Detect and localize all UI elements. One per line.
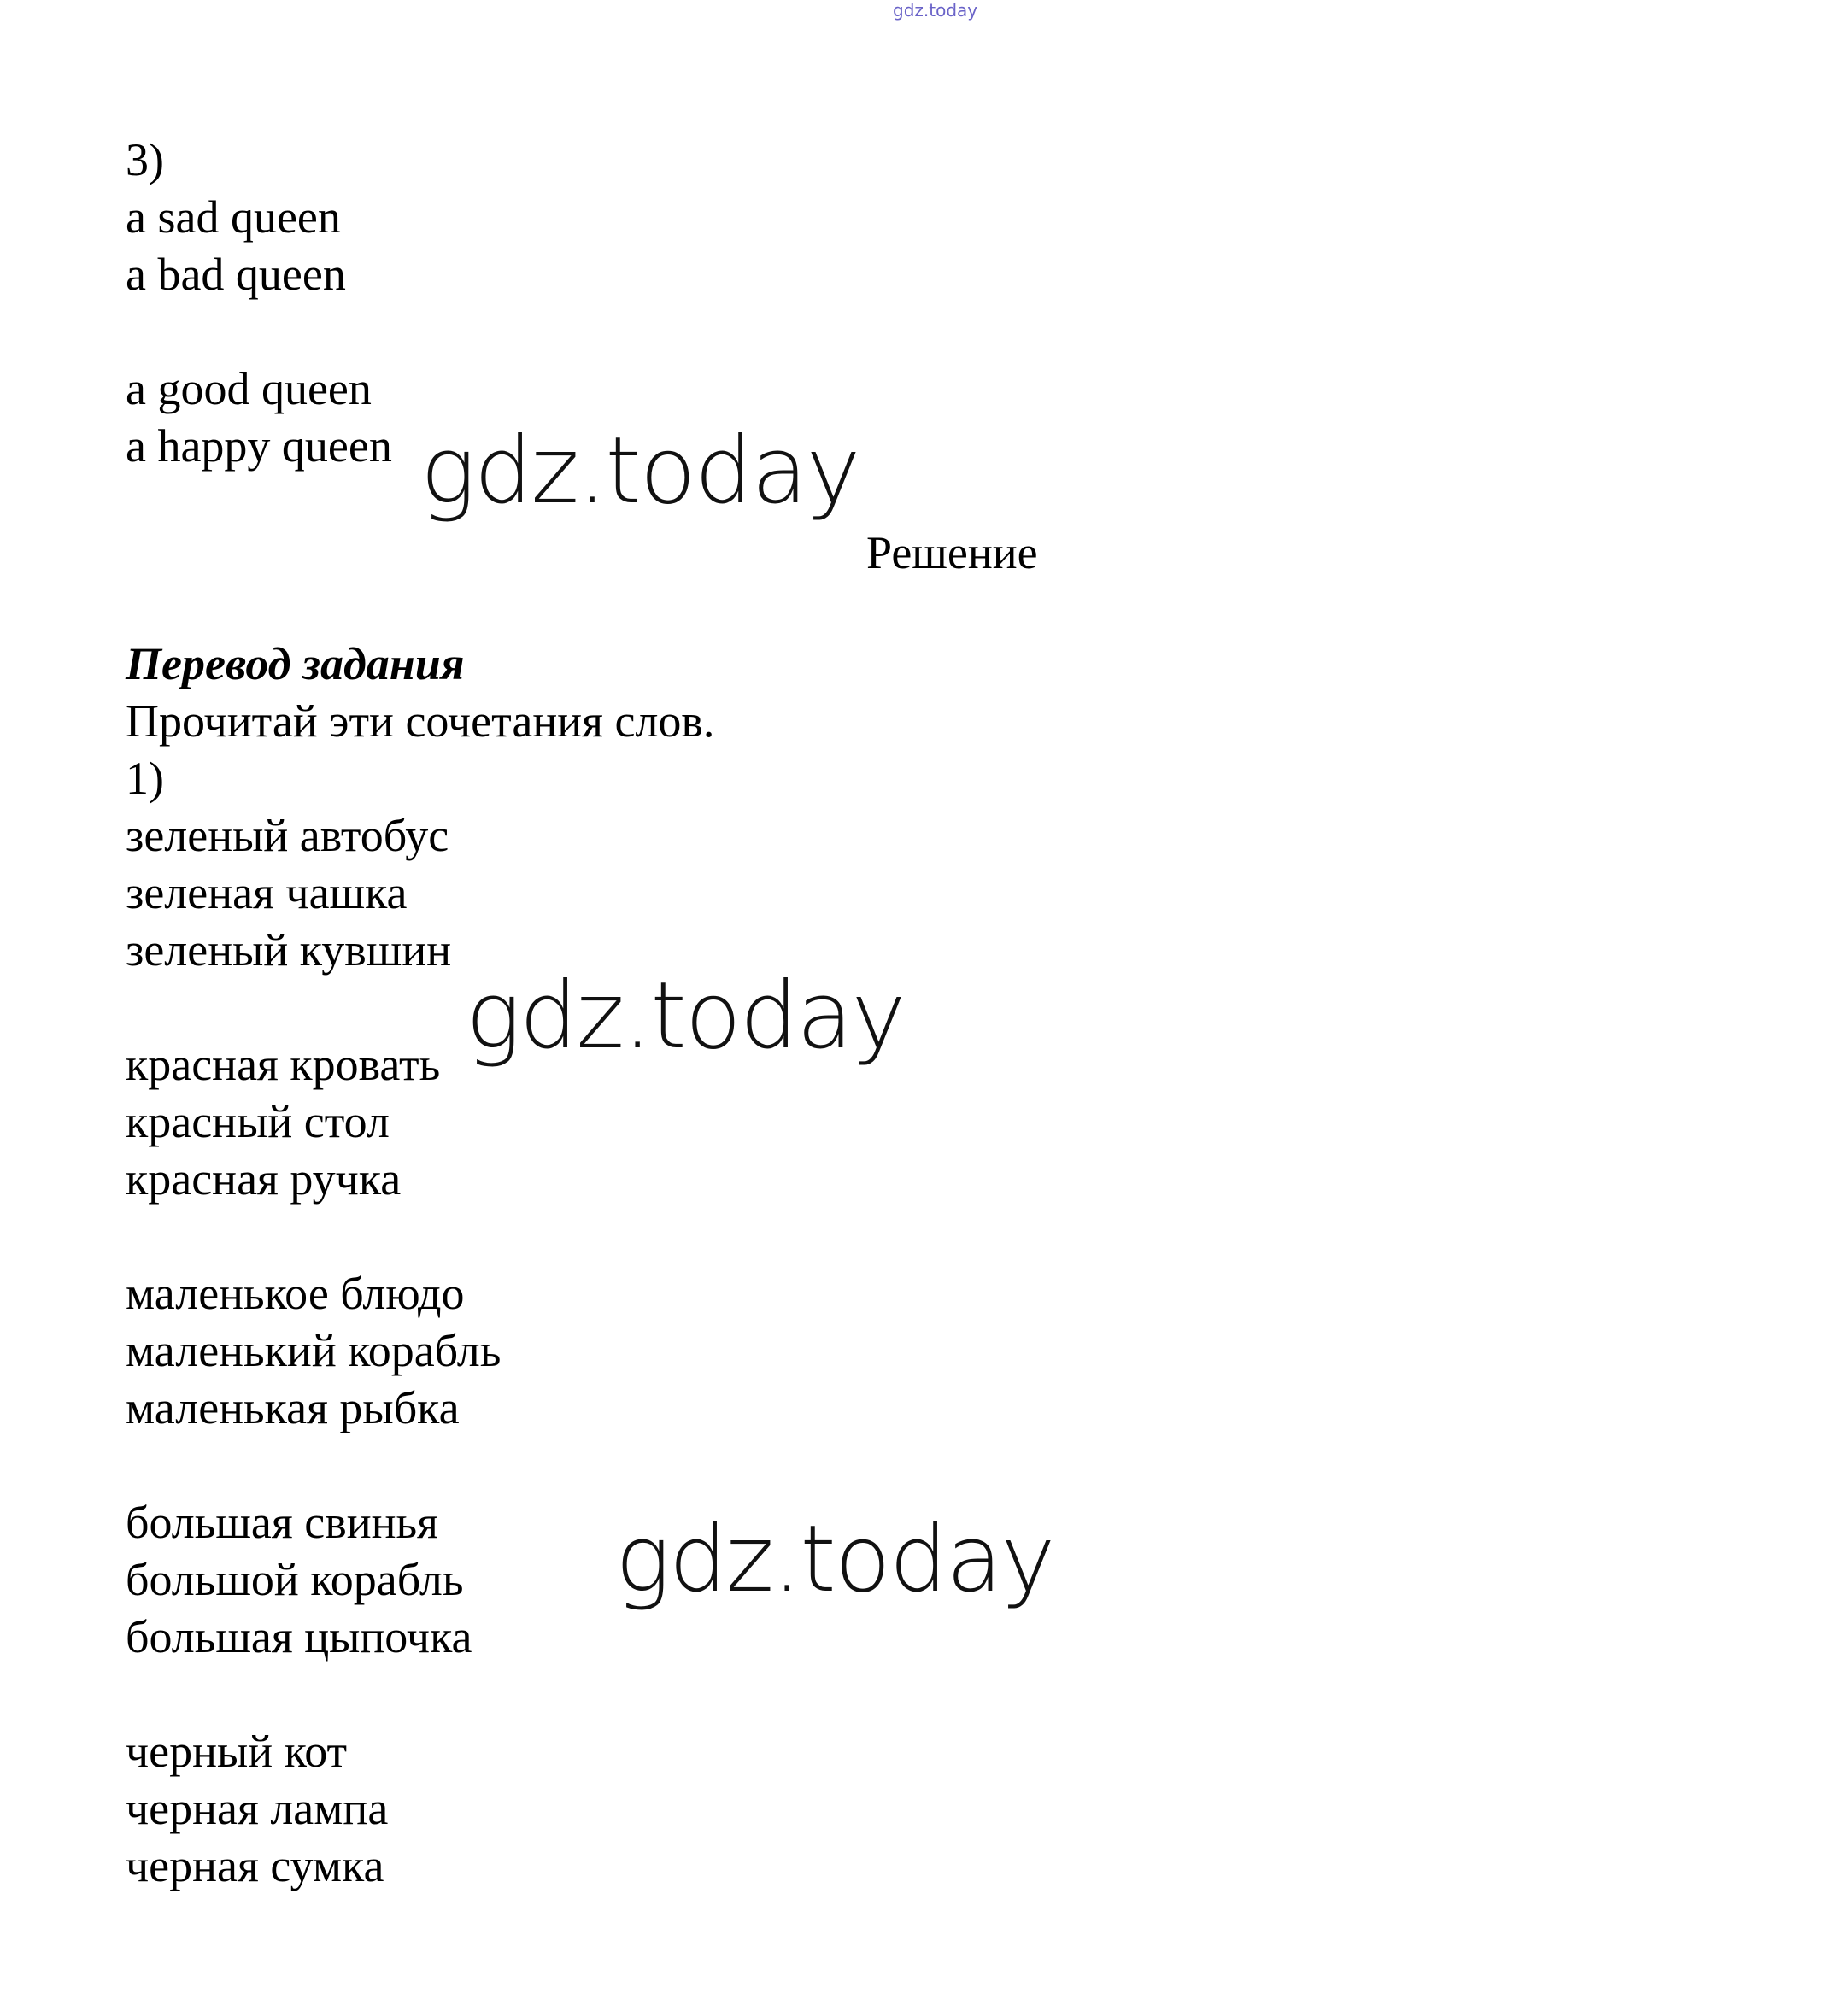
- phrase-line: большая цыпочка: [126, 1611, 472, 1662]
- translation-heading: Перевод задания: [126, 638, 465, 689]
- phrase-line: красная кровать: [126, 1039, 441, 1090]
- watermark: gdz.today: [615, 1506, 1054, 1613]
- watermark: gdz.today: [420, 418, 859, 525]
- phrase-line: черная сумка: [126, 1840, 384, 1891]
- phrase-line: большая свинья: [126, 1497, 438, 1548]
- phrase-line: a happy queen: [126, 420, 392, 472]
- phrase-line: черный кот: [126, 1726, 348, 1777]
- translation-number: 1): [126, 753, 164, 804]
- phrase-line: a bad queen: [126, 249, 346, 300]
- phrase-line: зеленая чашка: [126, 867, 408, 918]
- phrase-line: красная ручка: [126, 1153, 402, 1205]
- phrase-line: зеленый автобус: [126, 810, 449, 861]
- solution-title: Решение: [866, 527, 1038, 578]
- phrase-line: большой корабль: [126, 1554, 464, 1605]
- phrase-line: черная лампа: [126, 1783, 389, 1834]
- phrase-line: a good queen: [126, 363, 372, 414]
- header-watermark: gdz.today: [893, 0, 978, 21]
- translation-instruction: Прочитай эти сочетания слов.: [126, 695, 715, 747]
- phrase-line: a sad queen: [126, 191, 341, 243]
- phrase-line: маленькая рыбка: [126, 1382, 460, 1433]
- phrase-line: красный стол: [126, 1096, 390, 1147]
- phrase-line: маленькое блюдо: [126, 1268, 465, 1319]
- phrase-line: маленький корабль: [126, 1325, 502, 1376]
- phrase-line: зеленый кувшин: [126, 924, 452, 976]
- section-number: 3): [126, 134, 164, 185]
- watermark: gdz.today: [466, 963, 905, 1070]
